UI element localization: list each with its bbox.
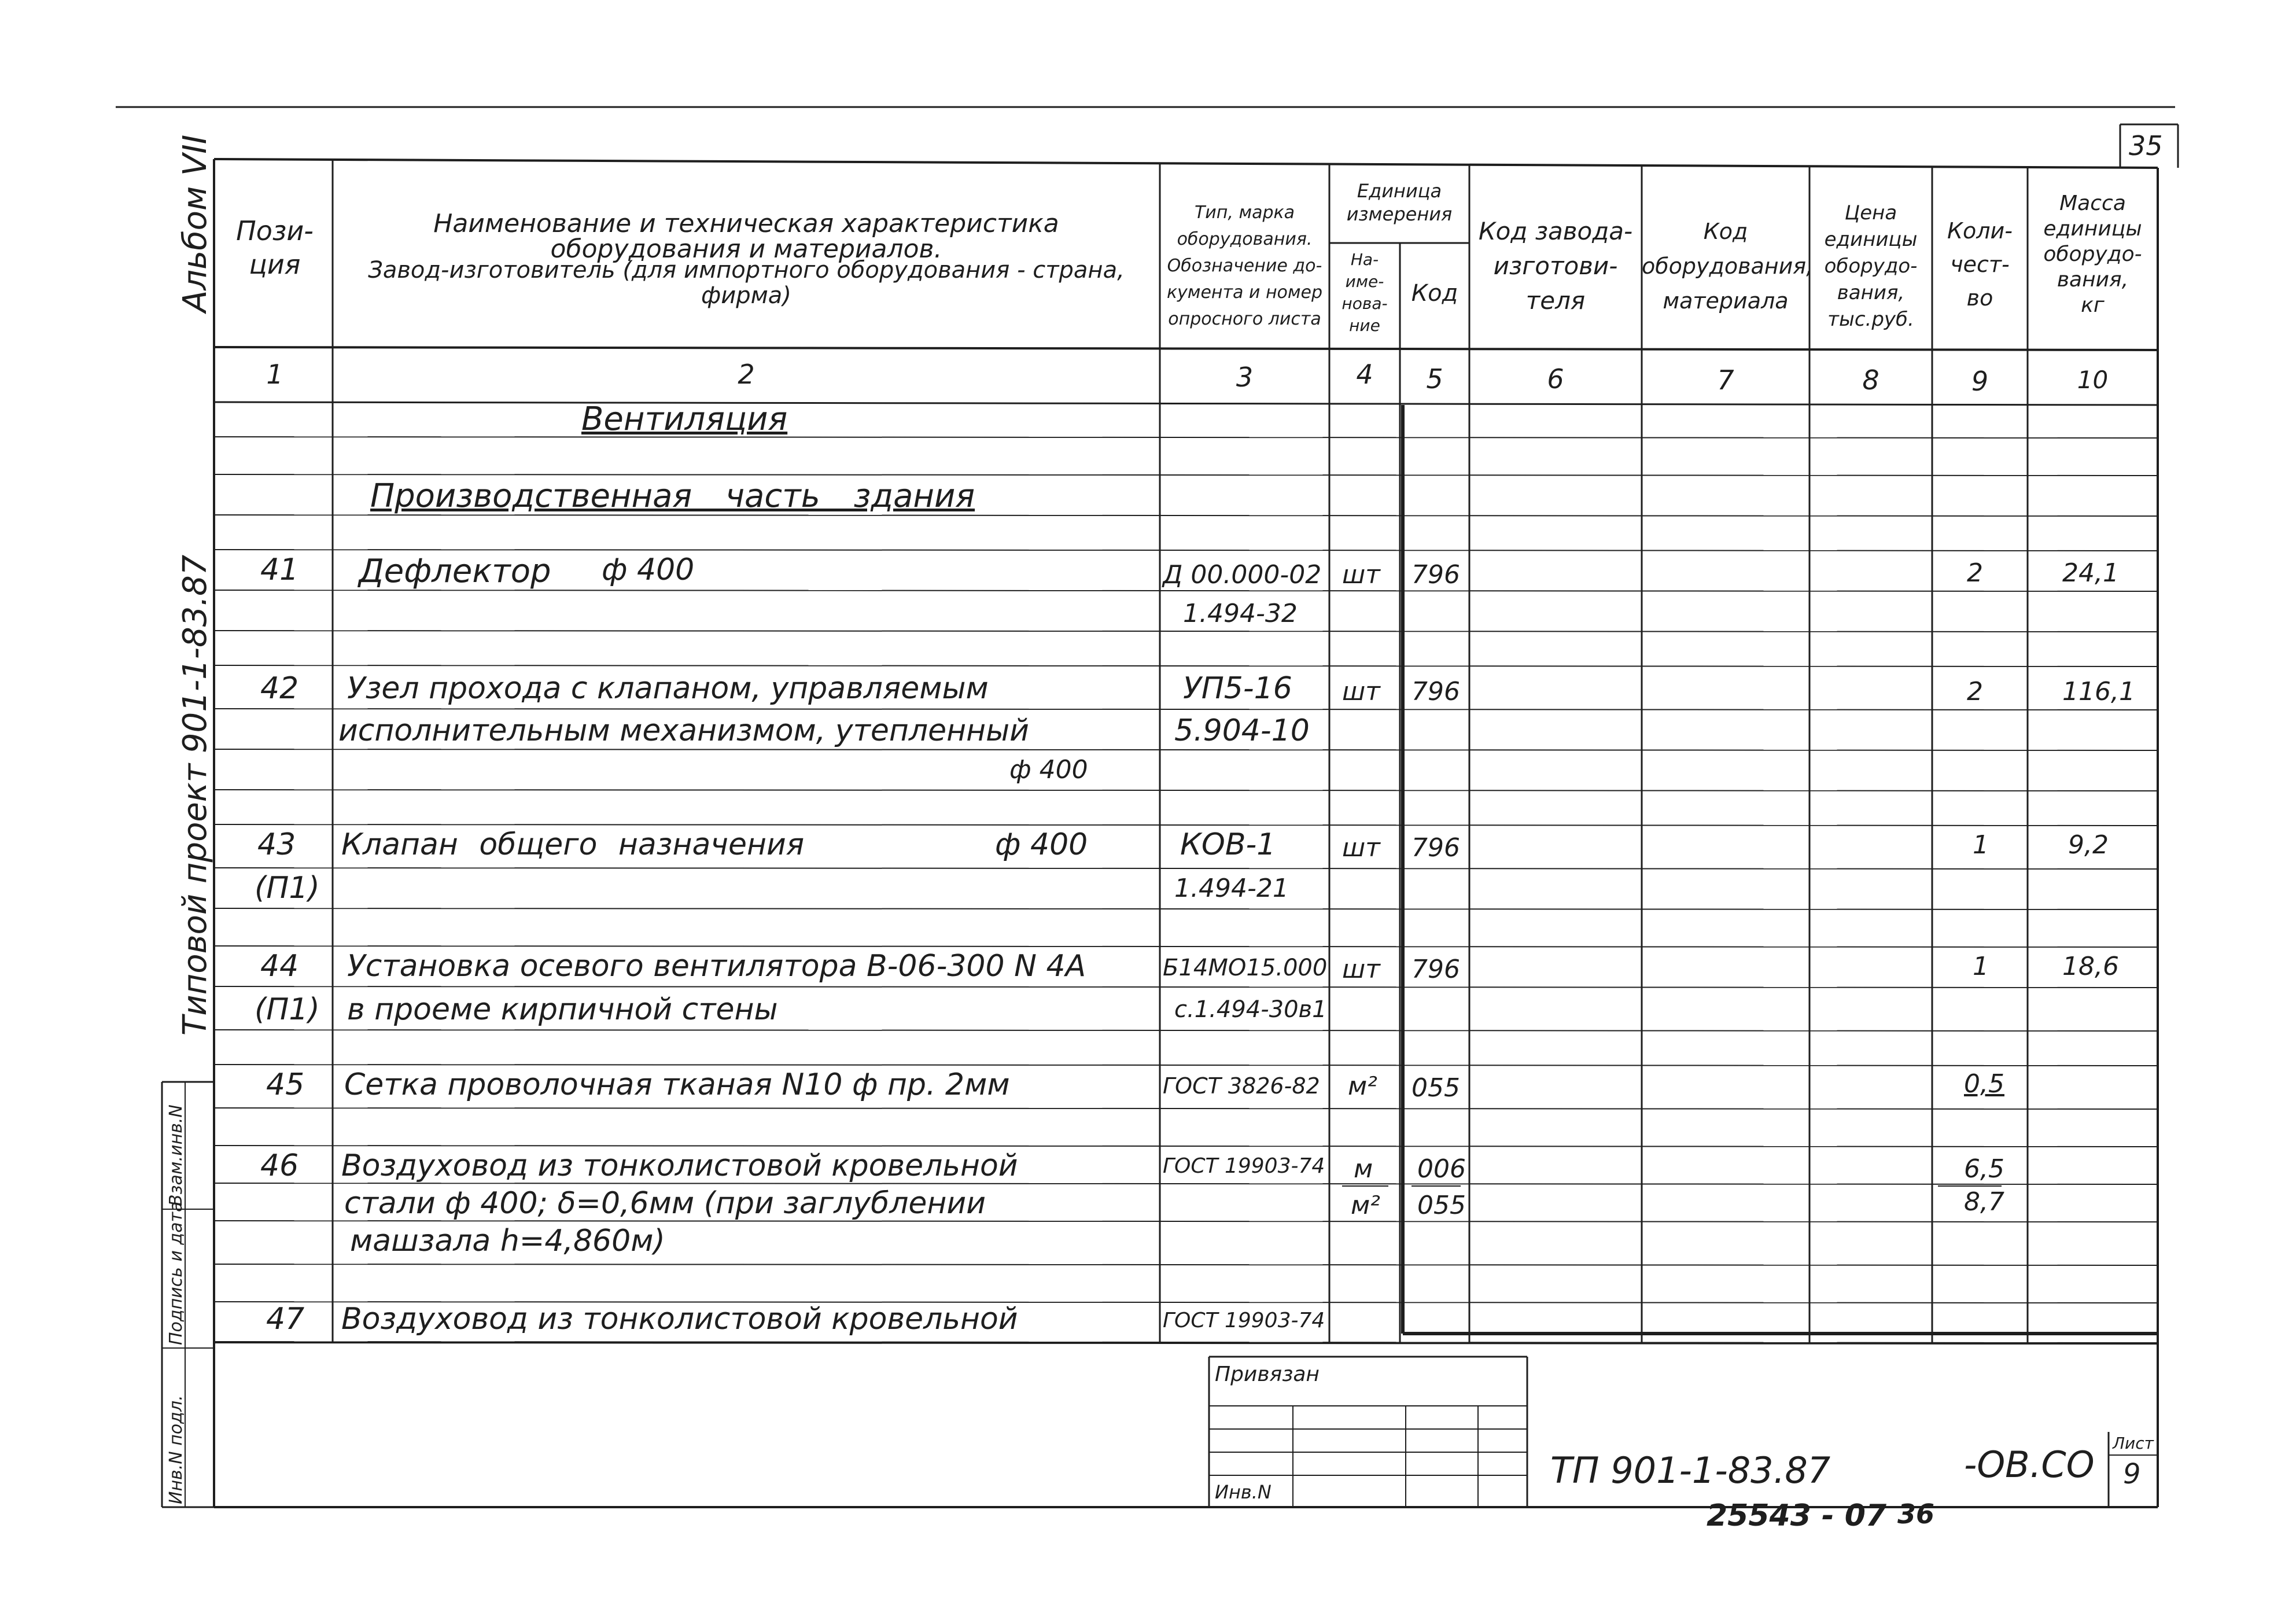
col-number-2: 2	[738, 359, 755, 390]
header-name-line2: Завод-изготовитель (для импортного оборудования - страна, фирма)	[368, 257, 1125, 309]
row45-code: 055	[1411, 1073, 1460, 1103]
row47-name: Воздуховод из тонколистовой кровельной	[341, 1302, 1018, 1336]
row41-pos: 41	[260, 553, 299, 587]
archive-number-2: 36	[1897, 1498, 1935, 1530]
row44-unit: шт	[1342, 955, 1380, 984]
row46-qty1: 6,5	[1964, 1154, 2004, 1184]
row42-name1: Узел прохода с клапаном, управляемым	[347, 671, 989, 706]
header-unit-name: На- име- нова- ние	[1342, 250, 1388, 335]
side-label-replace: Взам.инв.N	[166, 1104, 186, 1206]
row45-type1: ГОСТ 3826-82	[1163, 1073, 1320, 1099]
header-unit-code: Код	[1411, 280, 1458, 307]
album-label: Альбом VII	[176, 134, 214, 312]
row46-name1: Воздуховод из тонколистовой кровельной	[341, 1148, 1018, 1183]
stamp-linked-label: Привязан	[1215, 1362, 1320, 1386]
row42-type1: УП5-16	[1183, 671, 1292, 706]
page-number: 35	[2129, 130, 2163, 161]
col-number-1: 1	[266, 359, 283, 390]
row41-name: Дефлектор	[359, 553, 551, 590]
row47-type1: ГОСТ 19903-74	[1163, 1309, 1325, 1332]
header-mass: Масса единицы оборудо- вания, кг	[2043, 192, 2142, 317]
row41-code: 796	[1411, 560, 1460, 590]
row44-type2: с.1.494-30в1	[1174, 996, 1327, 1023]
row43-type1: КОВ-1	[1180, 827, 1276, 862]
row43-unit: шт	[1342, 833, 1380, 863]
row41-qty: 2	[1967, 558, 1983, 588]
row44-pos: 44	[260, 949, 299, 984]
row42-type2: 5.904-10	[1174, 713, 1310, 748]
col-number-10: 10	[2077, 366, 2109, 394]
row46-pos: 46	[260, 1148, 299, 1183]
header-price: Цена единицы оборудо- вания, тыс.руб.	[1824, 201, 1918, 331]
header-quantity: Коли- чест- во	[1947, 218, 2013, 311]
header-unit-group: Единица измерения	[1346, 180, 1453, 225]
row43-pos: 43	[257, 827, 296, 862]
archive-number: 25543 - 07	[1707, 1498, 1887, 1533]
row43-dia: ф 400	[995, 827, 1088, 862]
row47-pos: 47	[266, 1302, 305, 1336]
col-number-3: 3	[1236, 362, 1254, 393]
side-label-inv: Инв.N подл.	[166, 1395, 186, 1504]
row45-name: Сетка проволочная тканая N10 ф пр. 2мм	[344, 1067, 1010, 1102]
row46-qty2: 8,7	[1964, 1187, 2004, 1217]
subsection-title: Производственная часть здания	[370, 477, 975, 515]
row42-dia: ф 400	[1009, 755, 1088, 785]
row46-code2: 055	[1417, 1191, 1466, 1220]
col-number-7: 7	[1717, 364, 1734, 396]
col-number-6: 6	[1547, 363, 1564, 395]
row46-name2: стали ф 400; δ=0,6мм (при заглублении	[344, 1186, 986, 1221]
header-factory-code: Код завода- изготови- теля	[1478, 217, 1633, 315]
row46-unit2: м²	[1351, 1191, 1380, 1220]
row45-unit: м²	[1348, 1071, 1377, 1101]
row43-name: Клапан общего назначения	[341, 827, 805, 862]
row46-type1: ГОСТ 19903-74	[1163, 1154, 1325, 1178]
row43-mass: 9,2	[2068, 830, 2109, 860]
row42-mass: 116,1	[2062, 677, 2135, 706]
header-type: Тип, марка оборудования. Обозначение до- кумента и номер опросного листа	[1166, 202, 1323, 329]
row42-code: 796	[1411, 677, 1460, 706]
row44-code: 796	[1411, 955, 1460, 984]
side-label-sign: Подпись и дата	[166, 1201, 186, 1345]
row41-mass: 24,1	[2062, 558, 2119, 588]
row46-unit1: м	[1354, 1154, 1373, 1184]
header-name-line1: Наименование и техническая характеристика оборудования и материалов.	[433, 209, 1059, 264]
sheet-number: 9	[2123, 1458, 2141, 1490]
row43-code: 796	[1411, 833, 1460, 863]
sheet-label: Лист	[2113, 1434, 2154, 1453]
col-number-4: 4	[1356, 359, 1373, 390]
row42-unit: шт	[1342, 677, 1380, 706]
row44-mass: 18,6	[2062, 952, 2119, 981]
row43-type2: 1.494-21	[1174, 874, 1289, 903]
stamp-inv-label: Инв.N	[1215, 1481, 1272, 1503]
row42-name2: исполнительным механизмом, утепленный	[338, 713, 1029, 748]
row43-pos2: (П1)	[255, 871, 320, 905]
row45-qty: 0,5	[1964, 1069, 2004, 1099]
header-equipment-code: Код оборудования, материала	[1642, 219, 1814, 314]
row42-qty: 2	[1967, 677, 1983, 706]
row44-pos2: (П1)	[255, 992, 320, 1027]
header-position: Пози- ция	[236, 215, 314, 280]
col-number-8: 8	[1862, 364, 1879, 396]
col-number-5: 5	[1426, 363, 1443, 395]
row44-type1: Б14МО15.000	[1163, 955, 1328, 981]
doc-code: ТП 901-1-83.87	[1550, 1449, 1831, 1492]
row44-name1: Установка осевого вентилятора В-06-300 N 4А	[347, 949, 1086, 984]
row45-pos: 45	[266, 1067, 305, 1102]
row46-code1: 006	[1417, 1154, 1466, 1184]
row41-type1: Д 00.000-02	[1163, 560, 1322, 590]
doc-suffix: -ОВ.СО	[1964, 1443, 2095, 1486]
row41-unit: шт	[1342, 560, 1380, 590]
row42-pos: 42	[260, 671, 299, 706]
row44-name2: в проеме кирпичной стены	[347, 992, 778, 1027]
row44-qty: 1	[1973, 952, 1989, 981]
section-title: Вентиляция	[581, 400, 788, 438]
project-label: Типовой проект 901-1-83.87	[176, 554, 214, 1036]
row41-dia: ф 400	[602, 553, 695, 587]
row41-type2: 1.494-32	[1183, 599, 1298, 628]
row46-name3: машзала h=4,860м)	[350, 1224, 665, 1258]
col-number-9: 9	[1971, 366, 1989, 397]
row43-qty: 1	[1973, 830, 1989, 860]
